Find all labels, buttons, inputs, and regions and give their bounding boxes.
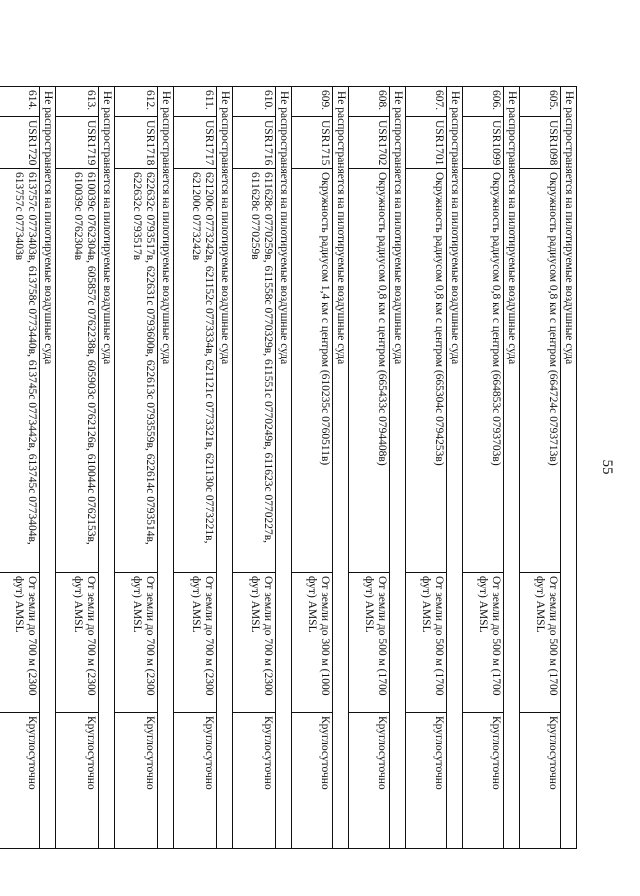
table-note-row (217, 87, 233, 849)
note-text: Не распространяется на пилотируемые воздушные суда (390, 87, 406, 849)
operating-time: Круглосуточно (406, 713, 447, 849)
operating-time: Круглосуточно (56, 713, 99, 849)
table-note-row (158, 87, 174, 849)
note-text: Не распространяется на пилотируемые воздушные суда (561, 87, 577, 849)
operating-time: Круглосуточно (233, 713, 276, 849)
zone-area: Окружность радиусом 0,8 км с центром (664853с 0793703в) (463, 169, 504, 573)
operating-time: Круглосуточно (115, 713, 158, 849)
note-text: Не распространяется на пилотируемые воздушные суда (99, 87, 115, 849)
table-note-row (504, 87, 520, 849)
note-text: Не распространяется на пилотируемые воздушные суда (158, 87, 174, 849)
note-text: Не распространяется на пилотируемые воздушные суда (276, 87, 292, 849)
operating-time: Круглосуточно (463, 713, 504, 849)
vertical-limits: От земли до 700 м (2300 фут) AMSL (0, 573, 40, 713)
zone-area: 622632с 0793517в, 622631с 0793600в, 622613с 0793559в, 622614с 0793514в, 622632с 0793517в (115, 169, 158, 573)
row-number: 608. (349, 87, 390, 117)
table-row (292, 87, 333, 849)
table-note-row (276, 87, 292, 849)
restricted-zones-table (0, 86, 577, 849)
vertical-limits: От земли до 700 м (2300 фут) AMSL (56, 573, 99, 713)
table-note-row (561, 87, 577, 849)
zone-code: USR1098 (520, 117, 561, 169)
zone-area: Окружность радиусом 0,8 км с центром (665304с 0794253в) (406, 169, 447, 573)
vertical-limits: От земли до 500 м (1700 фут) AMSL (349, 573, 390, 713)
zone-area: Окружность радиусом 0,8 км с центром (664724с 0793713в) (520, 169, 561, 573)
note-text: Не распространяется на пилотируемые воздушные суда (333, 87, 349, 849)
operating-time: Круглосуточно (349, 713, 390, 849)
zone-code: USR1718 (115, 117, 158, 169)
table-row (520, 87, 561, 849)
note-text: Не распространяется на пилотируемые воздушные суда (40, 87, 56, 849)
operating-time: Круглосуточно (520, 713, 561, 849)
table-body (0, 87, 577, 849)
zone-code: USR1719 (56, 117, 99, 169)
operating-time: Круглосуточно (174, 713, 217, 849)
zone-area: 610039с 0762304в, 605857с 0762238в, 605903с 0762126в, 610044с 0762153в, 610039с 0762304в (56, 169, 99, 573)
zone-code: USR1715 (292, 117, 333, 169)
zone-area: 613757с 0773403в, 613758с 0773440в, 613745с 0773442в, 613745с 0773404в, 613757с 0773403в (0, 169, 40, 573)
zone-code: USR1717 (174, 117, 217, 169)
row-number: 612. (115, 87, 158, 117)
row-number: 605. (520, 87, 561, 117)
row-number: 614. (0, 87, 40, 117)
table-row (0, 87, 40, 849)
vertical-limits: От земли до 300 м (1000 фут) AMSL (292, 573, 333, 713)
table-note-row (333, 87, 349, 849)
note-text: Не распространяется на пилотируемые воздушные суда (504, 87, 520, 849)
vertical-limits: От земли до 700 м (2300 фут) AMSL (174, 573, 217, 713)
table-row (174, 87, 217, 849)
table-row (406, 87, 447, 849)
note-text: Не распространяется на пилотируемые воздушные суда (447, 87, 463, 849)
zone-area: 621200с 0773242в, 621152с 0773334в, 621121с 0773321в, 621130с 0773221в, 621200с 0773242в (174, 169, 217, 573)
zone-area: 611628с 0770259в, 611558с 0770329в, 611551с 0770249в, 611623с 0770227в, 611628с 0770259в (233, 169, 276, 573)
table-row (349, 87, 390, 849)
page-number: 55 (599, 459, 615, 475)
table-note-row (390, 87, 406, 849)
zone-area: Окружность радиусом 1,4 км с центром (610235с 0760511в) (292, 169, 333, 573)
rotated-table-block (13, 86, 615, 848)
zone-code: USR1701 (406, 117, 447, 169)
row-number: 611. (174, 87, 217, 117)
row-number: 606. (463, 87, 504, 117)
operating-time: Круглосуточно (292, 713, 333, 849)
table-note-row (99, 87, 115, 849)
table-note-row (40, 87, 56, 849)
table-note-row (447, 87, 463, 849)
vertical-limits: От земли до 700 м (2300 фут) AMSL (233, 573, 276, 713)
zone-code: USR1720 (0, 117, 40, 169)
row-number: 610. (233, 87, 276, 117)
table-row (115, 87, 158, 849)
vertical-limits: От земли до 700 м (2300 фут) AMSL (115, 573, 158, 713)
row-number: 609. (292, 87, 333, 117)
table-row (233, 87, 276, 849)
vertical-limits: От земли до 500 м (1700 фут) AMSL (463, 573, 504, 713)
zone-area: Окружность радиусом 0,8 км с центром (665433с 0794408в) (349, 169, 390, 573)
zone-code: USR1099 (463, 117, 504, 169)
vertical-limits: От земли до 500 м (1700 фут) AMSL (520, 573, 561, 713)
zone-code: USR1716 (233, 117, 276, 169)
note-text: Не распространяется на пилотируемые воздушные суда (217, 87, 233, 849)
row-number: 613. (56, 87, 99, 117)
vertical-limits: От земли до 500 м (1700 фут) AMSL (406, 573, 447, 713)
row-number: 607. (406, 87, 447, 117)
table-row (463, 87, 504, 849)
operating-time: Круглосуточно (0, 713, 40, 849)
table-row (56, 87, 99, 849)
zone-code: USR1702 (349, 117, 390, 169)
